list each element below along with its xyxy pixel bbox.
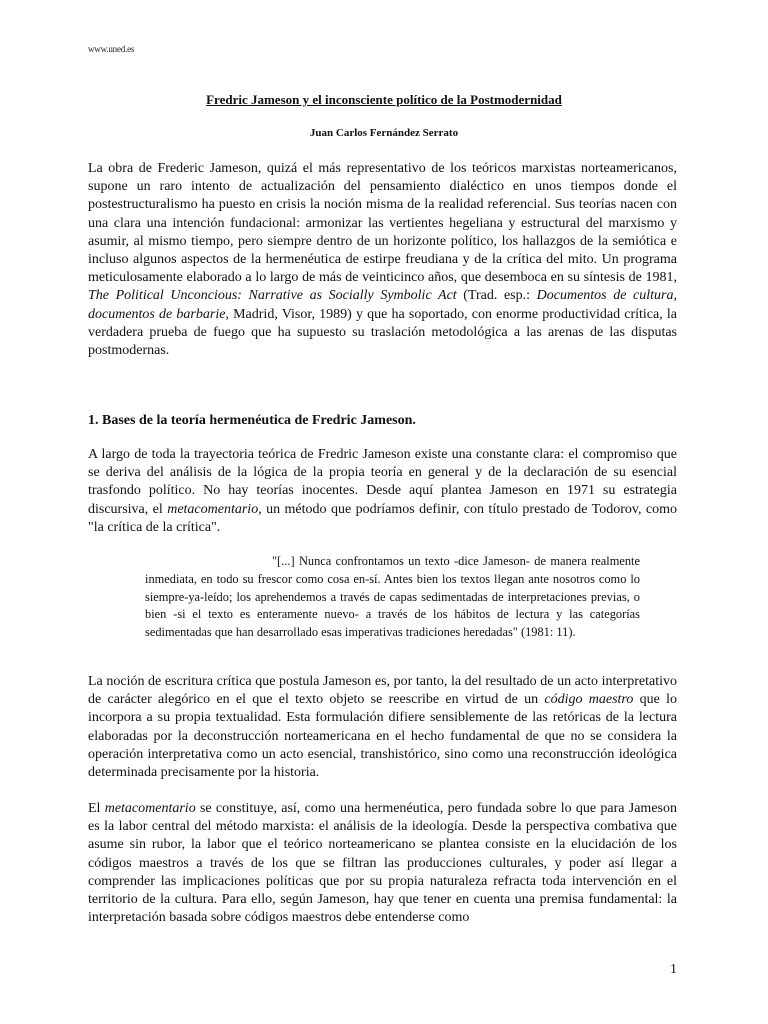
text-run: A largo de toda la trayectoria teórica de Fredric Jameson existe una constante clara: el compromiso que se deriva del análisis de la lógica de la propia teoría en general y de la declaración de su esencial trasfondo político. No hay teorías inocentes. Desde aquí plantea Jameson en 1971 su estrategia discursiva, el xyxy=(88,447,677,517)
text-run: que lo incorpora a su propia textualidad. Esta formulación difiere sensiblemente de las retóricas de la lectura elaboradas por la deconstrucción norteamericana en el hecho fundamental de que no se considera la operación interpretativa como un acto esencial, transhistórico, sino como una reconstrucción ideológica determinada precisamente por la historia. xyxy=(88,692,677,781)
text-run: El xyxy=(88,801,105,816)
header-url: www.uned.es xyxy=(88,44,135,54)
document-title: Fredric Jameson y el inconsciente político de la Postmodernidad xyxy=(206,92,562,107)
italic-book-title: The Political Unconcious: Narrative as Socially Symbolic Act xyxy=(88,288,457,304)
text-run: se constituye, así, como una hermenéutica, pero fundada sobre lo que para Jameson es la labor central del método marxista: el análisis de la ideología. Desde la perspectiva combativa que asume sin rubor, la labor que el teórico norteamericano se plantea consiste en la elucidación de los códigos maestros a través de los que se filtran las producciones culturales, y poder así llegar a comprender las implicaciones políticas que por su propia naturaleza refracta toda intervención en el territorio de la cultura. Para ello, según Jameson, hay que tener en cuenta una premisa fundamental: la interpretación basada sobre códigos maestros debe entenderse como xyxy=(88,801,677,926)
text-run: , un método que podríamos definir, con título prestado de Todorov, como "la crítica de la crítica". xyxy=(88,501,677,535)
page-number: 1 xyxy=(670,962,677,977)
block-quote: "[...] Nunca confrontamos un texto -dice Jameson- de manera realmente inmediata, en todo su frescor como cosa en-sí. Antes bien los textos llegan ante nosotros como lo siempre-ya-leído; los aprehendemos a través de capas sedimentadas de interpretaciones previas, o bien -si el texto es enteramente nuevo- a través de los hábitos de lectura y las categorías sedimentadas que han desarrollado esas imperativas tradiciones heredadas" (1981: 11). xyxy=(145,554,640,640)
italic-translation-title: Documentos de cultura, documentos de barbarie xyxy=(88,288,677,322)
italic-term: código maestro xyxy=(544,692,634,708)
paragraph-section1-c xyxy=(88,800,677,927)
text-run: (Trad. esp.: xyxy=(456,288,537,304)
paragraph-section1-a xyxy=(88,446,677,537)
section-heading: 1. Bases de la teoría hermenéutica de Fredric Jameson. xyxy=(88,413,416,428)
italic-term: metacomentario xyxy=(167,501,259,517)
text-run: , Madrid, Visor, 1989) y que ha soportado, con enorme productividad crítica, la verdadera prueba de fuego que ha supuesto su traslación metodológica a las arenas de las disputas postmodernas. xyxy=(88,306,677,359)
text-run: La noción de escritura crítica que postula Jameson es, por tanto, la del resultado de un acto interpretativo de carácter alegórico en el que el texto objeto se reescribe en virtud de un xyxy=(88,674,677,708)
paragraph-section1-b xyxy=(88,673,677,782)
italic-term: metacomentario xyxy=(104,801,196,816)
paragraph-intro xyxy=(88,160,677,360)
document-author: Juan Carlos Fernández Serrato xyxy=(309,127,459,139)
text-run: La obra de Frederic Jameson, quizá el más representativo de los teóricos marxistas norteamericanos, supone un raro intento de actualización del pensamiento dialéctico en unos tiempos donde el postestructuralismo ha puesto en crisis la noción misma de la realidad referencial. Sus teorías nacen con una clara una intención fundacional: armonizar las vertientes hegeliana y estructural del marxismo y asumir, al mismo tiempo, pero siempre dentro de un horizonte político, los hallazgos de la semiótica e incluso algunos aspectos de la hermenéutica de estirpe freudiana y de la crítica del mito. Un programa meticulosamente elaborado a lo largo de más de veinticinco años, que desemboca en su síntesis de 1981, xyxy=(88,161,677,286)
